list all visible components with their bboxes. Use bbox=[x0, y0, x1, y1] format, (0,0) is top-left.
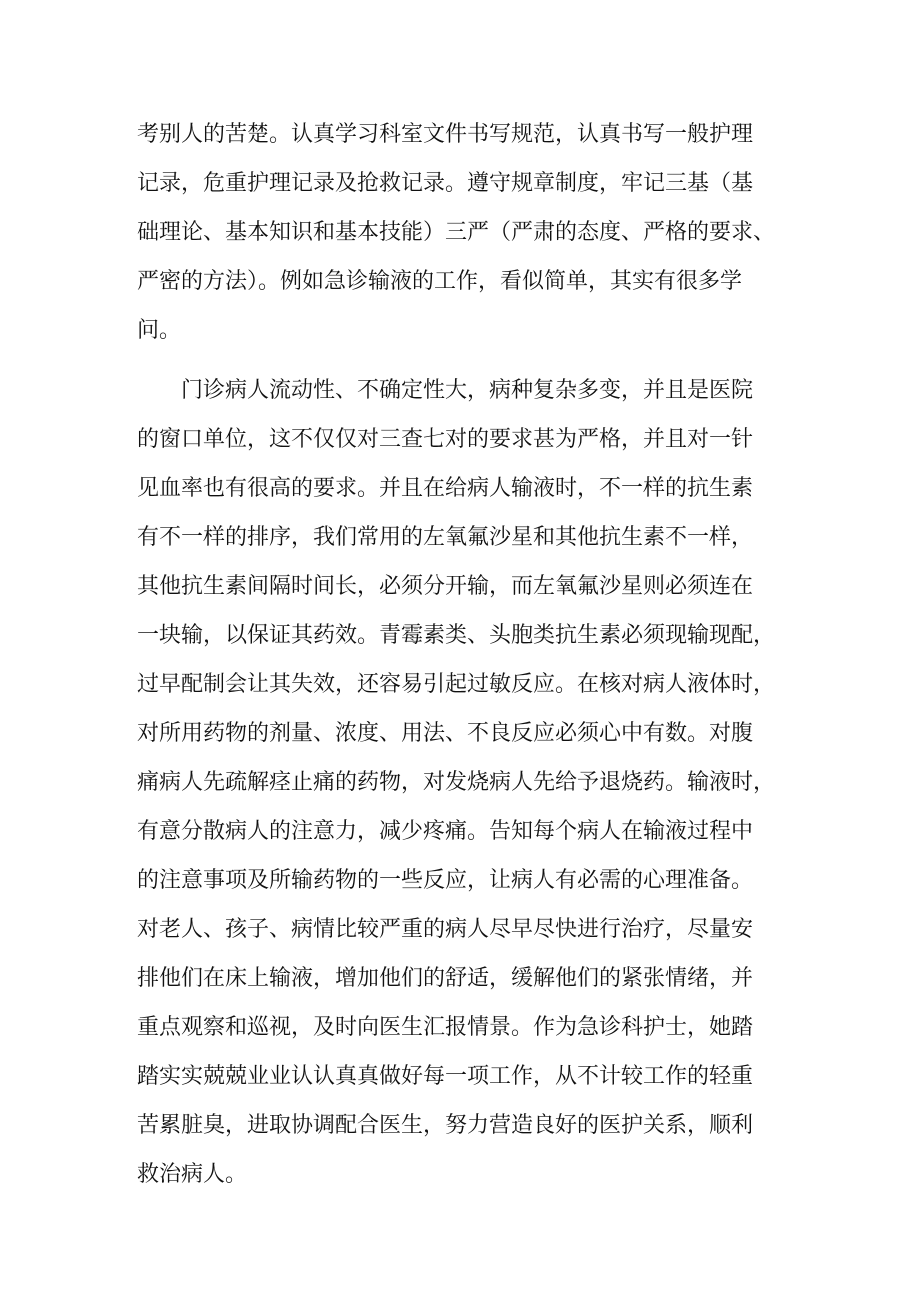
paragraph-line: 的窗口单位，这不仅仅对三查七对的要求甚为严格，并且对一针 bbox=[137, 427, 754, 452]
paragraph-line: 踏实实兢兢业业认认真真做好每一项工作，从不计较工作的轻重 bbox=[137, 1064, 754, 1089]
paragraph-line: 对老人、孩子、病情比较严重的病人尽早尽快进行治疗，尽量安 bbox=[137, 917, 754, 942]
paragraph-line: 的注意事项及所输药物的一些反应，让病人有必需的心理准备。 bbox=[137, 868, 754, 893]
paragraph-line: 础理论、基本知识和基本技能）三严（严肃的态度、严格的要求、 bbox=[137, 220, 776, 245]
paragraph-line: 一块输，以保证其药效。青霉素类、头胞类抗生素必须现输现配， bbox=[137, 623, 776, 648]
paragraph-line: 有不一样的排序，我们常用的左氧氟沙星和其他抗生素不一样， bbox=[137, 525, 754, 550]
paragraph-line: 问。 bbox=[137, 318, 182, 343]
paragraph-line: 对所用药物的剂量、浓度、用法、不良反应必须心中有数。对腹 bbox=[137, 721, 754, 746]
paragraph-line: 排他们在床上输液，增加他们的舒适，缓解他们的紧张情绪，并 bbox=[137, 966, 754, 991]
paragraph-2 bbox=[137, 366, 797, 1199]
paragraph-line: 救治病人。 bbox=[137, 1162, 248, 1187]
paragraph-line: 有意分散病人的注意力，减少疼痛。告知每个病人在输液过程中 bbox=[137, 819, 754, 844]
paragraph-line: 重点观察和巡视，及时向医生汇报情景。作为急诊科护士，她踏 bbox=[137, 1015, 754, 1040]
paragraph-line: 痛病人先疏解痉止痛的药物，对发烧病人先给予退烧药。输液时， bbox=[137, 770, 776, 795]
paragraph-1 bbox=[137, 110, 797, 355]
paragraph-line: 严密的方法）。例如急诊输液的工作，看似简单，其实有很多学 bbox=[137, 269, 743, 294]
paragraph-line: 门诊病人流动性、不确定性大，病种复杂多变，并且是医院 bbox=[137, 378, 754, 403]
paragraph-line: 考别人的苦楚。认真学习科室文件书写规范，认真书写一般护理 bbox=[137, 122, 754, 147]
paragraph-line: 见血率也有很高的要求。并且在给病人输液时，不一样的抗生素 bbox=[137, 476, 754, 501]
paragraph-line: 记录，危重护理记录及抢救记录。遵守规章制度，牢记三基（基 bbox=[137, 171, 754, 196]
paragraph-line: 其他抗生素间隔时间长，必须分开输，而左氧氟沙星则必须连在 bbox=[137, 574, 754, 599]
paragraph-line: 过早配制会让其失效，还容易引起过敏反应。在核对病人液体时， bbox=[137, 672, 776, 697]
paragraph-line: 苦累脏臭，进取协调配合医生，努力营造良好的医护关系，顺利 bbox=[137, 1113, 754, 1138]
